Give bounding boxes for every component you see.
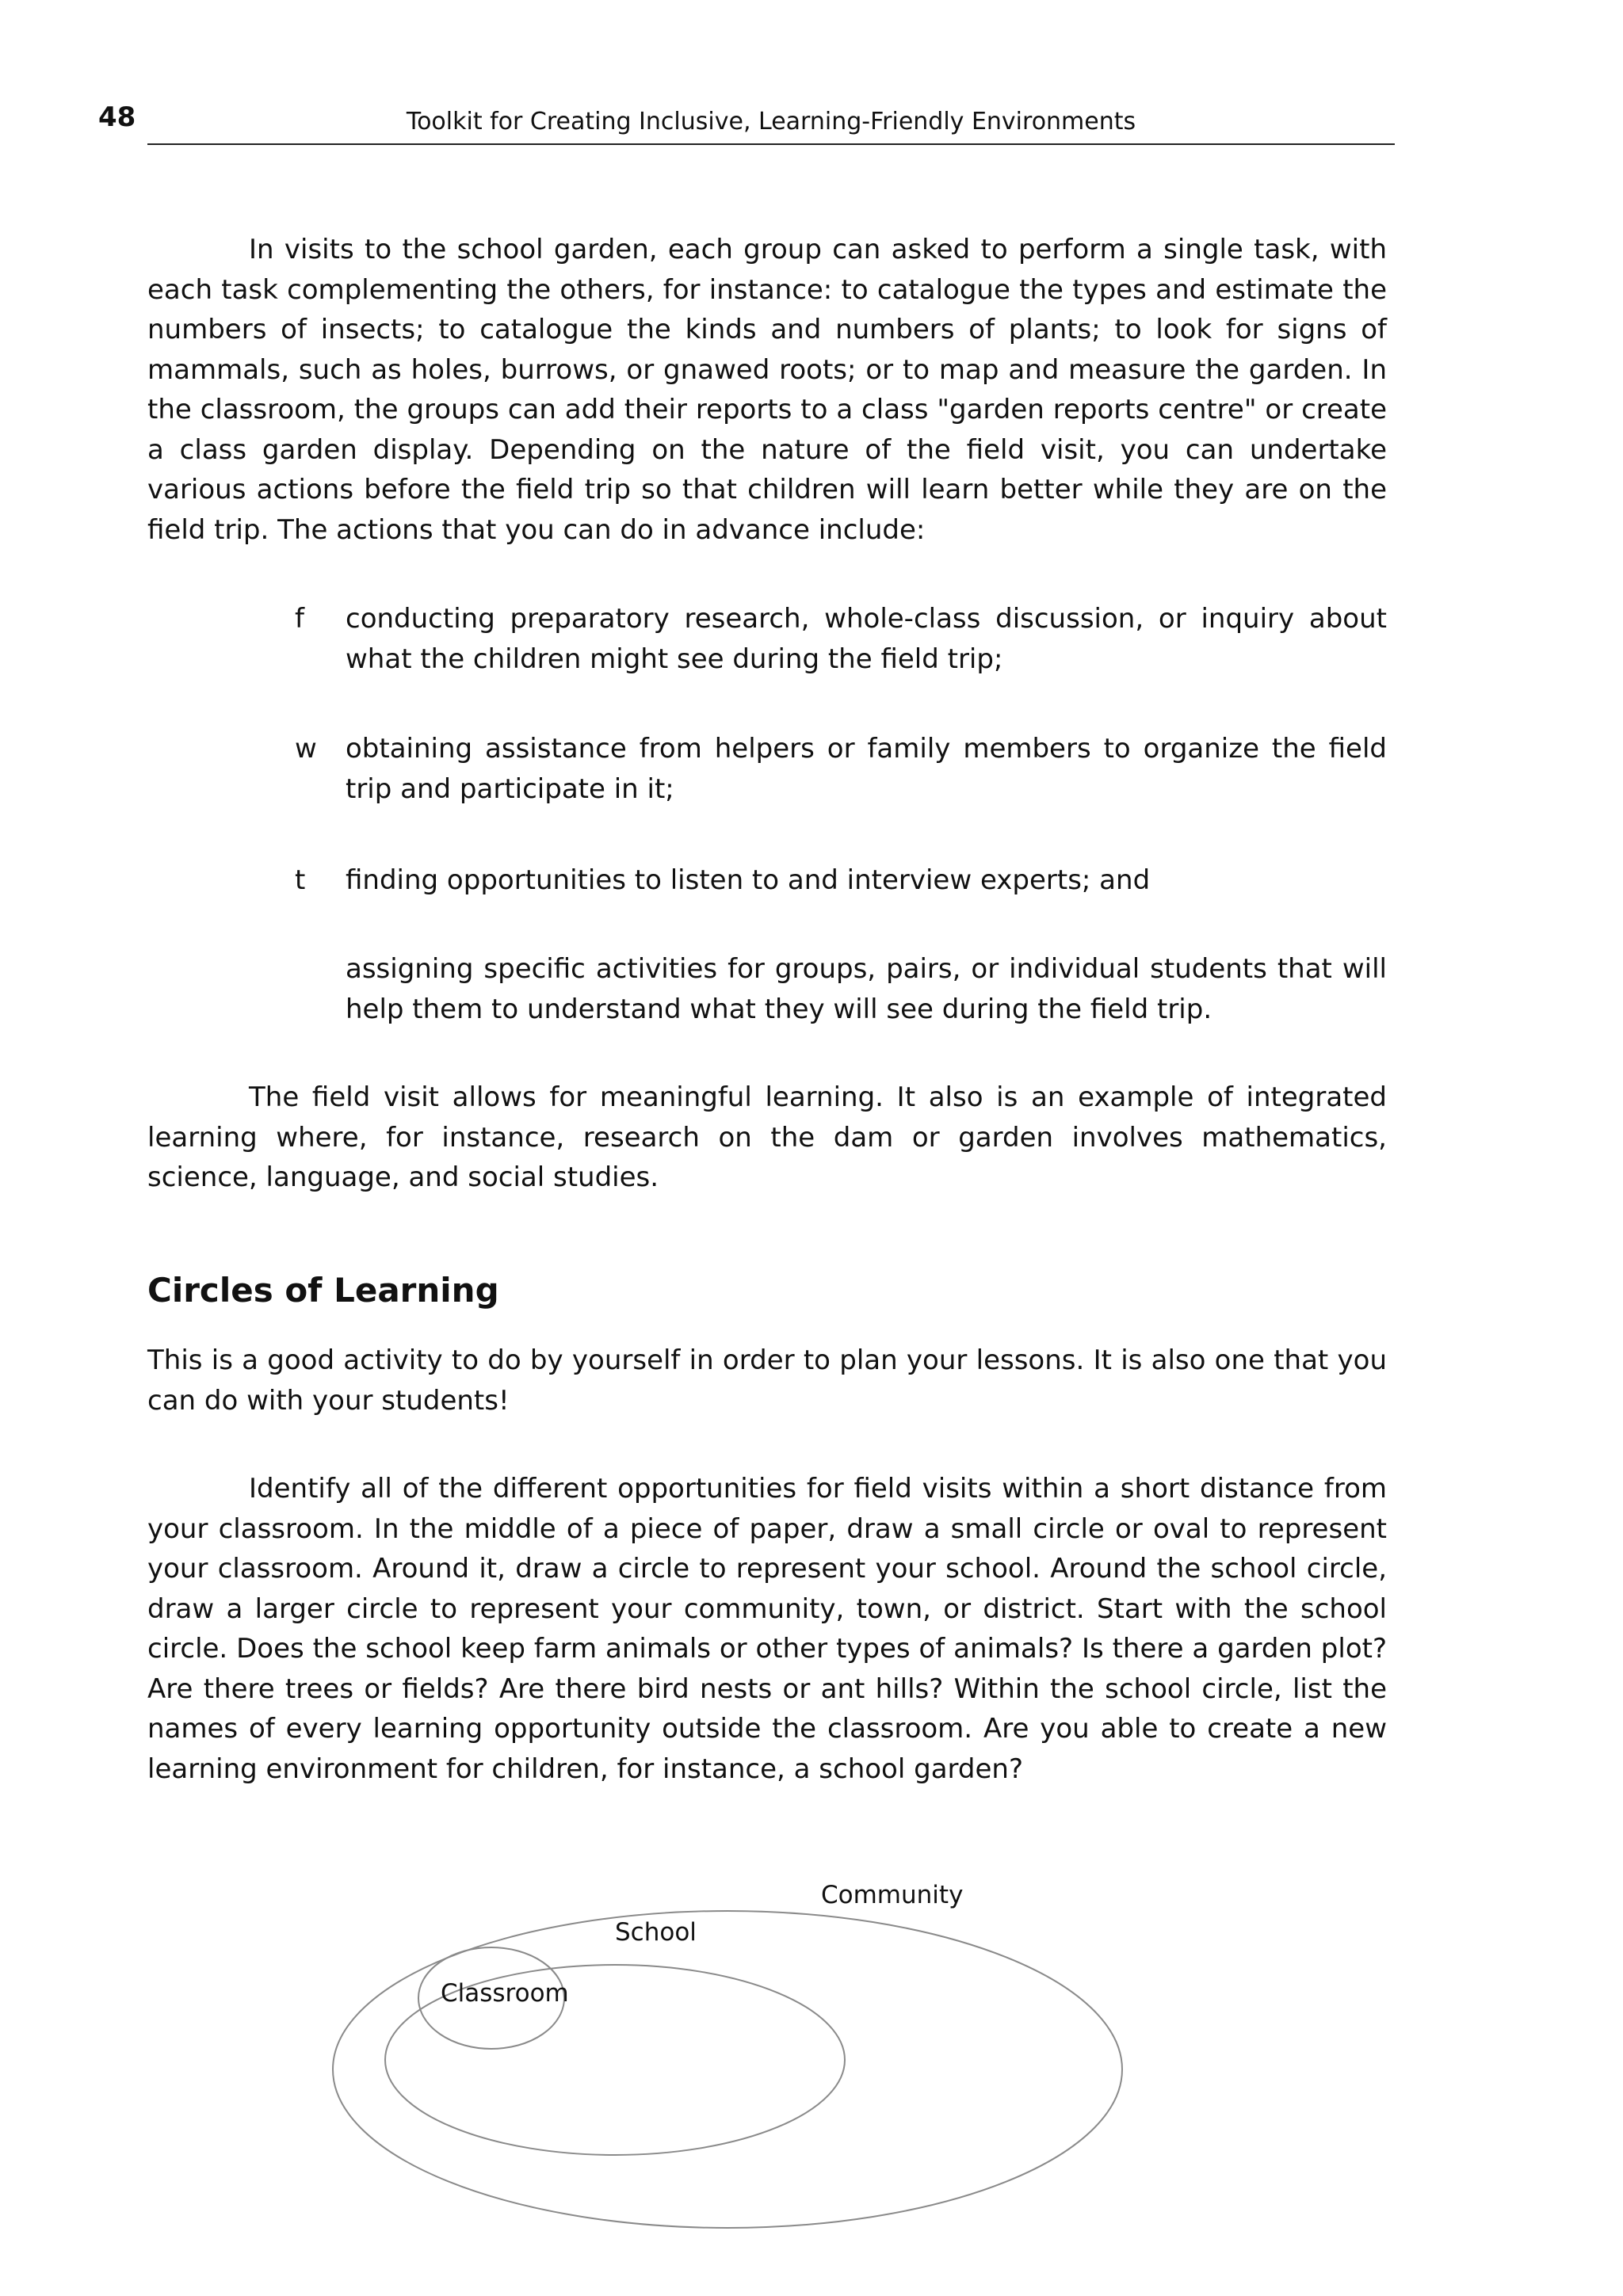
bullet-item [295,949,1387,1029]
paragraph-garden-visits: In visits to the school garden, each group can asked to perform a single task, with each task complementing the others, for instance: to catalogue the types and estimate the numbers of insects; to catalogue the kinds and numbers of plants; to look for signs of mammals, such as holes, burrows, or gnawed roots; or to map and measure the garden. In the classroom, the groups can add their reports to a class "garden reports centre" or create a class garden display. Depending on the nature of the field visit, you can undertake various actions before the field trip so that children will learn better while they are on the field trip. The actions that you can do in advance include: [147,234,1387,546]
community-circle [333,1911,1122,2228]
running-title: Toolkit for Creating Inclusive, Learning-Friendly Environments [406,108,1136,135]
bullet-item [295,860,1387,901]
section-heading: Circles of Learning [147,1271,499,1310]
paragraph-activity-intro: This is a good activity to do by yourself in order to plan your lessons. It is also one that you can do with your students! [147,1344,1387,1417]
classroom-circle [418,1947,564,2049]
bullet-marker: w [295,733,317,765]
bullet-marker: t [295,864,306,896]
bullet-text: obtaining assistance from helpers or family members to organize the field trip and participate in it; [346,733,1387,805]
bullet-marker: f [295,603,304,635]
bullet-text: finding opportunities to listen to and interview experts; and [346,864,1151,896]
paragraph-field-visit: The field visit allows for meaningful learning. It also is an example of integrated learning where, for instance, research on the dam or garden involves mathematics, science, language, and social studies. [147,1081,1387,1193]
community-label: Community [821,1881,964,1909]
school-label: School [615,1918,697,1947]
paragraph-identify-opportunities: Identify all of the different opportunities for field visits within a short distance from your classroom. In the middle of a piece of paper, draw a small circle or oval to represent your classroom. Around it, draw a circle to represent your school. Around the school circle, draw a larger circle to represent your community, town, or district. Start with the school circle. Does the school keep farm animals or other types of animals? Is there a garden plot? Are there trees or fields? Are there bird nests or ant hills? Within the school circle, list the names of every learning opportunity outside the classroom. Are you able to create a new learning environment for children, for instance, a school garden? [147,1473,1387,1785]
page-number: 48 [98,101,136,133]
classroom-label: Classroom [441,1979,569,2008]
bullet-text: conducting preparatory research, whole-class discussion, or inquiry about what the children might see during the field trip; [346,603,1387,675]
bullet-item [295,599,1387,679]
header-rule [147,143,1395,145]
bullet-item [295,729,1387,809]
school-circle [385,1965,845,2155]
bullet-text: assigning specific activities for groups, pairs, or individual students that will help them to understand what they will see during the field trip. [346,953,1387,1025]
